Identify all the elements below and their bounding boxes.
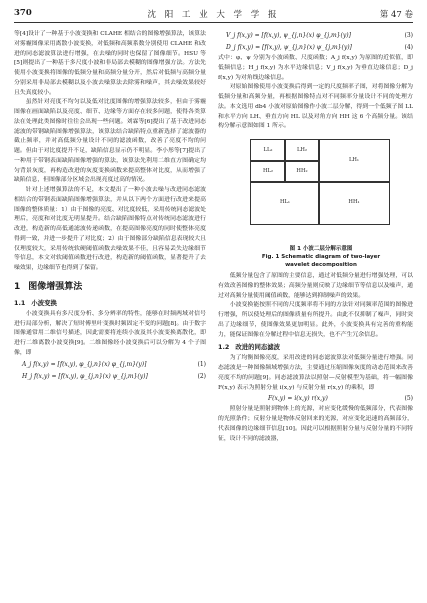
equation-number: (2) — [197, 372, 206, 380]
paragraph: 等[4]设计了一种基于小波变换和 CLAHE 相结合的图像增强算法，该算法对雾霾图像采用离散小波变换，对低频和高频系数分别使用 CLAHE 和改进的同态滤波算法进行增强，在去噪的同时也保留了图像细节。HSU 等[5]则提出了一种基于多尺度小波和非局部去模糊的图像增强方法。方法先使用小波变换将图像的低频分量和高频分量分开，然后对低频与高频分量分别采用非局部去模糊以及小波去噪算法去除雾和噪声，其去噪效果较好且失真度较小。 — [14, 31, 206, 96]
left-column — [14, 30, 206, 383]
section-title: 图像增强算法 — [28, 281, 83, 292]
cell-hl1: HL₁ — [250, 181, 320, 225]
equation-number: (4) — [404, 44, 413, 51]
equation-expression: A_j f(x,y) = [f(x,y), φ_{j,n}(x) φ_{j,m}(y)] — [22, 360, 147, 368]
equation — [14, 359, 206, 371]
paragraph: 式中：φ、ψ 分别为小波函数、尺度函数；A_j f(x,y) 为原图的近似值，即低频信息；H_j f(x,y) 为水平边缘信息；V_j f(x,y) 为垂直边缘信息；D_j f(x,y) 为对角线边缘信息。 — [218, 55, 413, 81]
subsection-title: 小波变换 — [31, 298, 57, 307]
equation-expression: V_j f(x,y) = [f(x,y), ψ_{j,n}(x) φ_{j,m}(y)] — [226, 32, 351, 39]
equation-expression: F(x,y) = i(x,y) r(x,y) — [268, 395, 328, 403]
equation-number: (1) — [197, 360, 206, 368]
section-number: 1 — [14, 281, 21, 292]
cell-hh2: HH₂ — [284, 160, 320, 183]
equation — [218, 393, 413, 405]
paragraph: 针对上述增强算法的不足，本文提出了一种小波去噪与改进同态滤波相结合的带钢表面缺陷图像增强算法，并从以下两个方面进行改进来提高图像的整体质量：1）由于图像的亮度、对比度较低，采用传统同态滤波处理后，亮度和对比度无明显提升。结合缺陷图像特点对传统同态滤波进行改进，构造新的高低通滤波传递函数，在提高图像亮度的同时使整体亮度得到一致，并进一步提升了对比度；2）由于图像部分缺陷信息表现较大且仅理度较大，采用传统软硬阈值函数去噪效果不佳，且容易丢失边缘细节等信息，本文对软阈值函数进行改进，构造新的阈值函数，显著提升了去噪效果，边缘细节也得到了保留。 — [14, 187, 206, 271]
equation — [218, 30, 413, 42]
paragraph: 对原始图像使用小波变换后得到一定的尺度频率子图，对将图像分解为低频分量和高频分量，再根据图像特点对不同频率分量设计不同的处理方法。本文选用 db4 小波对原始图像作小波二层分解，得到一个低频子图 LL 和水平方向 LH、垂直方向 HL 以及对角方向 HH 这 6 个高频分量。该结构分解示意图如图 1 所示。 — [218, 84, 413, 130]
subsection-number: 1.1 — [14, 298, 26, 307]
cell-lh1: LH₁ — [318, 139, 390, 183]
paragraph: 低频分量包含了原图的主要信息，通过对低频分量进行增强处理，可以有效改善图像的整体效果；高频分量则反映了边缘细节等信息以及噪声，通过对高频分量使用阈值函数，能够达到抑制噪声的效果。 — [218, 273, 413, 299]
journal-title: 沈 阳 工 业 大 学 学 报 — [147, 10, 280, 20]
figure-caption-en-cont: wavelet decomposition — [285, 262, 357, 268]
paragraph: 照射分量是照射到物体上的光源，对应变化缓慢的低频部分，代表图像的光照条件；反射分量是物体反射回来的光源，对应变化迅速的高频部分，代表图像的边缘细节信息[10]。因此可以根据照射分量与反射分量的不同特征，设计不同的滤波器， — [218, 406, 413, 442]
cell-ll2: LL₂ — [250, 139, 286, 162]
page-number: 370 — [14, 8, 32, 18]
wavelet-decomposition-figure — [218, 135, 413, 243]
paragraph: 虽然针对亮度不均匀以及低对比度图像的增强算法较多，但由于雾霾图像在画面缺陷以及亮度、细节、边缘等方面存在较多问题，使得各类算法在处理此类图像时往往会出现一些问题。刘霖等[6]提出了基于改进同态滤波的带钢缺陷图像增强算法，该算法结合缺陷特点重新选择了滤波器的截止频率，并对高低频分量设计不同的滤波函数，改善了亮度不均的问题。但由于对比度提升不足，缺陷信息显示仍不明显。李小彤等[7]提出了一种用于带钢表面缺陷图像增强的算法，该算法先利用二维直方图确定均匀背景灰度，再构造改进的灰度变换函数来提高整体对比度，从而增强了缺陷信息，但图像部分区域会出现亮度过高的情况。 — [14, 99, 206, 184]
paragraph: 为了均衡图像亮度，采用改进的同态滤波算法对低频分量进行增强。同态滤波是一种图像频域增强方法，主要通过压缩图像灰度的动态范围来改善亮度不均的问题[9]。同态滤波算法以照射—反射模型为基础，将一幅图像 F(x,y) 表示为照射分量 i(x,y) 与反射分量 r(x,y) 的乘积，即 — [218, 355, 413, 391]
header-rule — [14, 22, 413, 23]
subsection-heading — [14, 298, 206, 309]
cell-hh1: HH₁ — [318, 181, 390, 225]
subsection-heading — [218, 342, 413, 353]
equation — [14, 371, 206, 383]
equation-number: (3) — [404, 32, 413, 39]
equation-number: (5) — [404, 395, 413, 403]
figure-caption-cn: 图 1 小波二层分解示意图 — [289, 246, 353, 252]
figure-caption-en: Fig. 1 Schematic diagram of two-layer — [261, 254, 381, 260]
volume-label: 第 47 卷 — [379, 10, 413, 20]
section-heading — [14, 280, 206, 294]
paragraph: 小波变换能按照不同的尺度频率将不同的方法针对同频率范围的图像进行增强，所以使处理后的图像质量有所提升。由此不仅抑制了噪声，同时突出了边缘细节，使图像效果更加明显。此外，小波变换具有完善的重构能力，能保证图像在分解过程中信息无损失，也不产生冗余信息。 — [218, 302, 413, 338]
subsection-number: 1.2 — [218, 343, 230, 352]
cell-hl2: HL₂ — [250, 160, 286, 183]
right-column — [218, 30, 413, 444]
equation-expression: D_j f(x,y) = [f(x,y), ψ_{j,n}(x) ψ_{j,m}(y)] — [226, 44, 352, 51]
equation — [218, 42, 413, 54]
paragraph: 小波变换具有多尺度分析、多分辨率的特性，能够在时频两域对信号进行局部分析，解决了短时傅里叶变换时频固定不变的问题[8]。由于数字图像通常用二维信号描述，因此需要将连续小波及其小波变换离散化，即进行二维离散小波变换[9]。二维图像经小波变换后可以分解为 4 个子图像，即 — [14, 310, 206, 356]
page-header — [14, 8, 413, 22]
cell-lh2: LH₂ — [284, 139, 320, 162]
subsection-title: 改进的同态滤波 — [235, 343, 281, 352]
equation-expression: H_j f(x,y) = [f(x,y), φ_{j,n}(x) ψ_{j,m}(y)] — [22, 372, 148, 380]
